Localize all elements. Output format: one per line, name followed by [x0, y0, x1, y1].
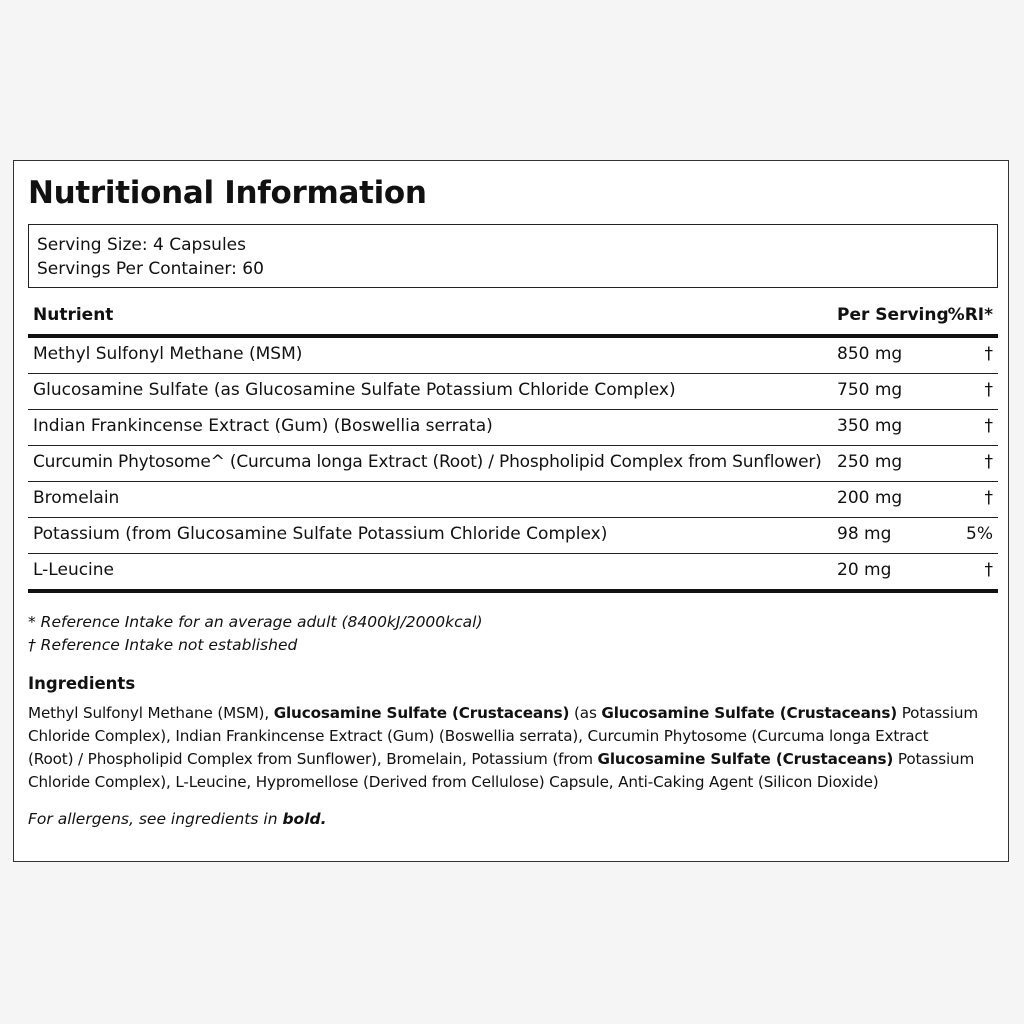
- nutrient-amount: 350 mg: [837, 416, 903, 436]
- nutrient-ri: †: [984, 416, 993, 436]
- nutrient-name: Indian Frankincense Extract (Gum) (Boswellia serrata): [33, 416, 493, 436]
- table-row: [28, 482, 998, 518]
- ingredients-line: Chloride Complex), L-Leucine, Hypromellose (Derived from Cellulose) Capsule, Anti-Caking Agent (Silicon Dioxide): [28, 773, 879, 791]
- nutrient-ri: †: [984, 488, 993, 508]
- nutrient-name: L-Leucine: [33, 560, 115, 580]
- nutrient-name: Methyl Sulfonyl Methane (MSM): [33, 344, 303, 364]
- page-title: Nutritional Information: [28, 175, 427, 211]
- table-row: [28, 446, 998, 482]
- header-nutrient: Nutrient: [33, 305, 114, 325]
- nutrient-amount: 250 mg: [837, 452, 903, 472]
- nutrient-amount: 850 mg: [837, 344, 903, 364]
- nutrient-name: Glucosamine Sulfate (as Glucosamine Sulfate Potassium Chloride Complex): [33, 380, 676, 400]
- allergen-note: For allergens, see ingredients in bold.: [28, 810, 327, 828]
- nutrient-ri: †: [984, 560, 993, 580]
- allergen-bold: Glucosamine Sulfate (Crustaceans): [273, 704, 570, 722]
- table-row: [28, 410, 998, 446]
- nutrient-name: Curcumin Phytosome^ (Curcuma longa Extract (Root) / Phospholipid Complex from Sunflower): [33, 452, 822, 472]
- ingredients-line: Methyl Sulfonyl Methane (MSM), Glucosamine Sulfate (Crustaceans) (as Glucosamine Sulfate (Crustaceans) Potassium: [28, 704, 978, 722]
- nutrient-ri: †: [984, 380, 993, 400]
- nutrient-amount: 750 mg: [837, 380, 903, 400]
- nutrient-name: Bromelain: [33, 488, 120, 508]
- footnote-reference-intake: * Reference Intake for an average adult (8400kJ/2000kcal): [28, 613, 483, 631]
- table-row: [28, 338, 998, 374]
- ingredients-text: [28, 702, 1000, 794]
- header-per-serving: Per Serving: [837, 305, 949, 325]
- ingredients-line: Chloride Complex), Indian Frankincense Extract (Gum) (Boswellia serrata), Curcumin Phytosome (Curcuma longa Extract: [28, 727, 929, 745]
- servings-per-container: Servings Per Container: 60: [37, 259, 264, 279]
- nutrient-name: Potassium (from Glucosamine Sulfate Potassium Chloride Complex): [33, 524, 608, 544]
- nutrient-ri: 5%: [966, 524, 993, 544]
- allergen-note-bold: bold.: [282, 810, 327, 828]
- nutrient-amount: 98 mg: [837, 524, 892, 544]
- table-header: [28, 296, 998, 338]
- table-row: [28, 554, 998, 593]
- nutrient-ri: †: [984, 344, 993, 364]
- table-row: [28, 518, 998, 554]
- ingredients-heading: Ingredients: [28, 674, 136, 693]
- footnotes: [28, 611, 483, 657]
- allergen-bold: Glucosamine Sulfate (Crustaceans): [597, 750, 894, 768]
- nutrient-amount: 200 mg: [837, 488, 903, 508]
- serving-info-box: [28, 224, 998, 288]
- nutrient-amount: 20 mg: [837, 560, 892, 580]
- ingredients-line: (Root) / Phospholipid Complex from Sunflower), Bromelain, Potassium (from Glucosamine Sulfate (Crustaceans) Potassium: [28, 750, 975, 768]
- footnote-not-established: † Reference Intake not established: [28, 636, 298, 654]
- nutrient-table: [28, 296, 998, 593]
- nutrition-panel: [13, 160, 1009, 862]
- serving-size: Serving Size: 4 Capsules: [37, 235, 246, 255]
- nutrient-ri: †: [984, 452, 993, 472]
- table-row: [28, 374, 998, 410]
- header-ri: %RI*: [947, 305, 993, 325]
- allergen-bold: Glucosamine Sulfate (Crustaceans): [601, 704, 898, 722]
